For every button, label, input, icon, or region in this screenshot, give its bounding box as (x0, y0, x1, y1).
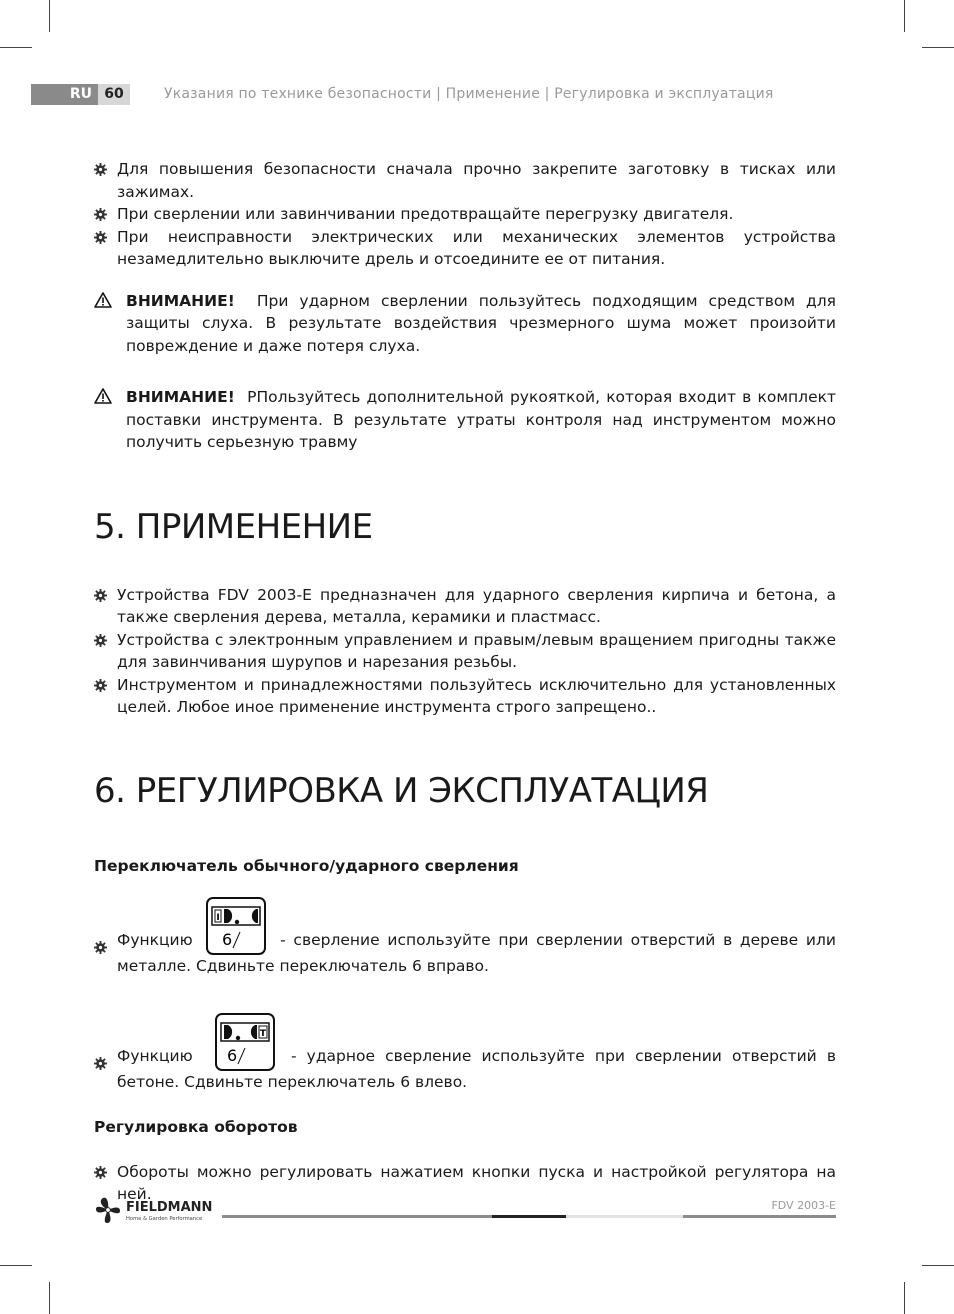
warning-label: ВНИМАНИЕ! (126, 291, 235, 310)
bullet-gear-icon (94, 208, 107, 221)
switch-number: 6 (222, 930, 233, 949)
crop-mark (0, 47, 32, 48)
bullet-gear-icon (94, 634, 107, 647)
drill-mode-switch-icon (206, 897, 266, 955)
footer-rule (683, 1215, 836, 1218)
list-item: Инструментом и принадлежностями пользуйтесь исключительно для установленных целей. Любое иное применение инструмента строго запрещено.. (94, 674, 836, 719)
warning-triangle-icon (94, 388, 112, 404)
list-item: При неисправности электрических или механических элементов устройства незамедлительно выключите дрель и отсоедините ее от питания. (94, 226, 836, 271)
list-item: Обороты можно регулировать нажатием кнопки пуска и настройкой регулятора на ней. (94, 1161, 836, 1206)
warning-block (94, 386, 836, 454)
running-header: Указания по технике безопасности | Применение | Регулировка и эксплуатация (164, 86, 774, 102)
list-item: Устройства с электронным управлением и правым/левым вращением пригодны также для завинчивания шурупов и нарезания резьбы. (94, 629, 836, 674)
bullet-gear-icon (94, 1057, 107, 1070)
subsection-heading: Переключатель обычного/ударного сверления (94, 856, 519, 875)
safety-list (94, 158, 836, 271)
brand-tagline: Home & Garden Performance (126, 1216, 203, 1222)
page-content (94, 158, 836, 1206)
crop-mark (904, 1282, 905, 1314)
crop-mark (49, 1282, 50, 1314)
application-list (94, 584, 836, 719)
warning-block (94, 290, 836, 358)
bullet-gear-icon (94, 679, 107, 692)
subsection-heading: Регулировка оборотов (94, 1118, 298, 1136)
switch-number: 6 (226, 1045, 237, 1065)
list-item: Функцию I 6 - сверление используйте при сверлении отверстий в дереве или металле. Сдвиньте переключатель 6 вправо. (94, 897, 836, 978)
warning-text: При ударном сверлении пользуйтесь подходящим средством для защиты слуха. В результате воздействия чрезмерного шума может произойти повреждение и даже потеря слуха. (126, 291, 836, 355)
section-title: 6. РЕГУЛИРОВКА И ЭКСПЛУАТАЦИЯ (94, 770, 709, 811)
fan-logo-icon (96, 1198, 120, 1223)
section-title: 5. ПРИМЕНЕНИЕ (94, 506, 373, 547)
hammer-mode-switch-icon (215, 1013, 275, 1071)
switch-list (94, 897, 836, 1093)
crop-mark (0, 1265, 32, 1266)
crop-mark (922, 1265, 954, 1266)
footer-rule (222, 1215, 492, 1218)
fieldmann-logo (94, 1195, 220, 1225)
crop-mark (922, 47, 954, 48)
list-item: Для повышения безопасности сначала прочно закрепите заготовку в тисках или зажимах. (94, 158, 836, 203)
page-number: 60 (98, 84, 130, 105)
warning-label: ВНИМАНИЕ! (126, 388, 235, 406)
bullet-gear-icon (94, 589, 107, 602)
list-item: При сверлении или завинчивании предотвращайте перегрузку двигателя. (94, 203, 836, 226)
footer-rule (492, 1215, 566, 1218)
bullet-gear-icon (94, 1166, 107, 1179)
switch-letter: T (259, 1028, 266, 1039)
crop-mark (904, 0, 905, 32)
bullet-gear-icon (94, 163, 107, 176)
language-badge: RU (31, 84, 98, 105)
crop-mark (49, 0, 50, 32)
model-label: FDV 2003-E (771, 1199, 836, 1212)
bullet-gear-icon (94, 941, 107, 954)
bullet-gear-icon (94, 231, 107, 244)
warning-text: РПользуйтесь дополнительной рукояткой, которая входит в комплект поставки инструмента. В результате утраты контроля над инструментом можно получить серьезную травму (126, 388, 836, 451)
list-item: Функцию T 6 - ударное сверление используйте при сверлении отверстий в бетоне. Сдвиньте переключатель 6 влево. (94, 1013, 836, 1094)
list-item: Устройства FDV 2003-E предназначен для ударного сверления кирпича и бетона, а также сверления дерева, металла, керамики и пластмасс. (94, 584, 836, 629)
footer-rule (566, 1215, 683, 1218)
switch-letter: I (216, 913, 221, 923)
warning-triangle-icon (94, 292, 112, 308)
brand-name: FIELDMANN (126, 1200, 213, 1215)
